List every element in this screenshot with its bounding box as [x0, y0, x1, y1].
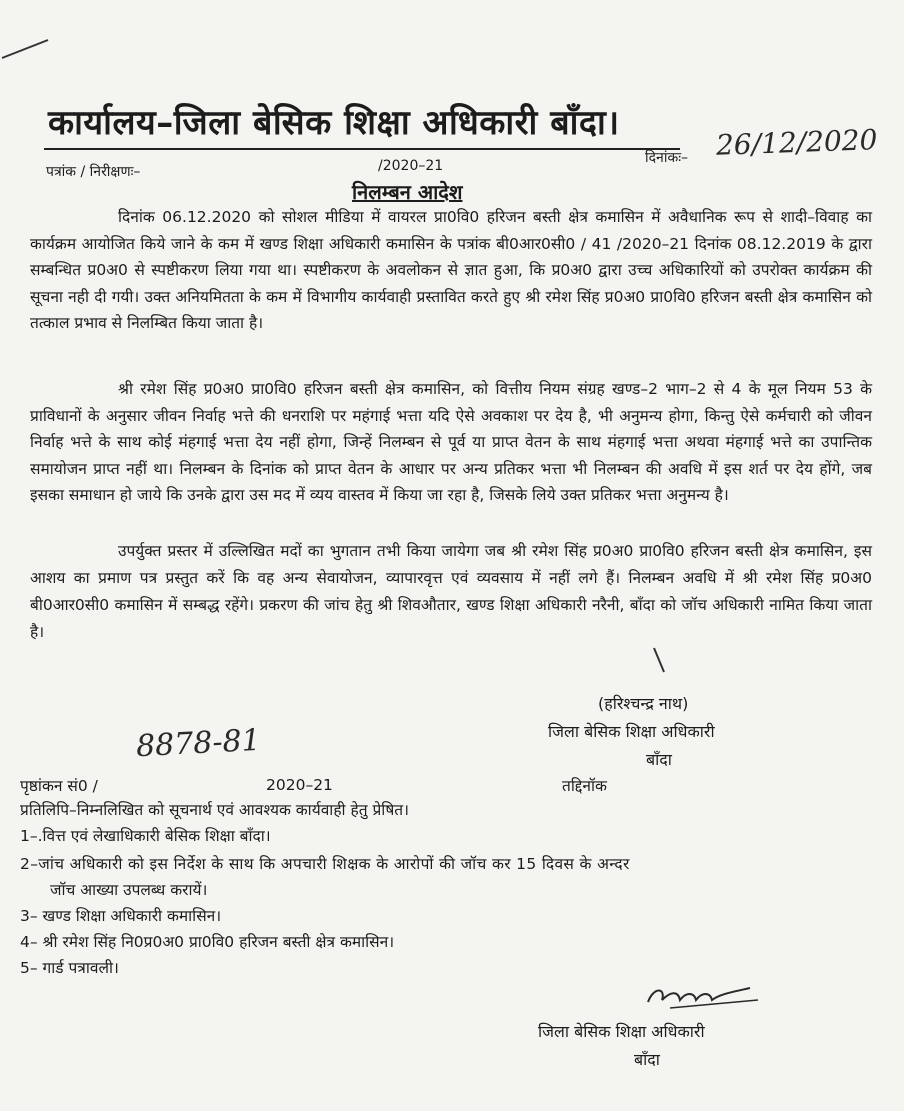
date-label: दिनांकः– — [645, 150, 689, 166]
pen-mark-icon — [0, 30, 60, 70]
body-paragraph-1: दिनांक 06.12.2020 को सोशल मीडिया में वायरल प्रा0वि0 हरिजन बस्ती क्षेत्र कमासिन में अवैधानिक रूप से शादी–विवाह का कार्यक्रम आयोजित किये जाने के कम में खण्ड शिक्षा अधिकारी कमासिन के पत्रांक बी0आर0सी0 / 41 /2020–21 दिनांक 08.12.2019 के द्वारा सम्बन्धित प्र0अ0 से स्पष्टीकरण लिया गया था। स्पष्टीकरण के अवलोकन से ज्ञात हुआ, कि प्र0अ0 द्वारा उच्च अधिकारियों को उपरोक्त कार्यक्रम की सूचना नही दी गयी। उक्त अनियमितता के कम में विभागीय कार्यवाही प्रस्तावित करते हुए श्री रमेश सिंह प्र0अ0 प्रा0वि0 हरिजन बस्ती क्षेत्र कमासिन को तत्काल प्रभाव से निलम्बित किया जाता है। — [30, 208, 872, 332]
recipient-item: जॉच आख्या उपलब्ध करायें। — [50, 881, 208, 899]
signatory-name: (हरिश्चन्द्र नाथ) — [598, 694, 689, 713]
tick-mark-icon — [650, 646, 670, 676]
closing-place: बाँदा — [634, 1050, 660, 1069]
recipient-item: 3– खण्ड शिक्षा अधिकारी कमासिन। — [20, 907, 222, 925]
endorsement-year: 2020–21 — [266, 776, 333, 794]
title-underline — [44, 148, 680, 150]
closing-designation: जिला बेसिक शिक्षा अधिकारी — [538, 1022, 705, 1041]
copy-intro: प्रतिलिपि–निम्नलिखित को सूचनार्थ एवं आवश्यक कार्यवाही हेतु प्रेषित। — [20, 801, 409, 819]
handwritten-dispatch-number: 8878-81 — [135, 722, 262, 765]
recipient-item: 2–जांच अधिकारी को इस निर्देश के साथ कि अपचारी शिक्षक के आरोपों की जॉच कर 15 दिवस के अन्दर — [20, 855, 630, 873]
recipient-item: 5– गार्ड पत्रावली। — [20, 959, 119, 977]
recipient-item: 1–.वित्त एवं लेखाधिकारी बेसिक शिक्षा बाँदा। — [20, 827, 271, 845]
reference-label: पत्रांक / निरीक्षणः– — [46, 164, 141, 180]
body-paragraph-3: उपर्युक्त प्रस्तर में उल्लिखित मदों का भुगतान तभी किया जायेगा जब श्री रमेश सिंह प्र0अ0 प्रा0वि0 हरिजन बस्ती क्षेत्र कमासिन, इस आशय का प्रमाण पत्र प्रस्तुत करें कि वह अन्य सेवायोजन, व्यापारवृत्त एवं व्यवसाय में नहीं लगे हैं। निलम्बन अवधि में श्री रमेश सिंह प्र0अ0 बी0आर0सी0 कमासिन में सम्बद्ध रहेंगे। प्रकरण की जांच हेतु श्री शिवऔतार, खण्ड शिक्षा अधिकारी नरैनी, बाँदा को जॉच अधिकारी नामित किया जाता है। — [30, 542, 872, 641]
endorsement-date-label: तद्दिनॉक — [562, 777, 607, 795]
signature-icon — [640, 980, 770, 1020]
order-title: निलम्बन आदेश — [352, 180, 463, 204]
signatory-place: बाँदा — [646, 750, 672, 769]
recipient-item: 4– श्री रमेश सिंह नि0प्र0अ0 प्रा0वि0 हरिजन बस्ती क्षेत्र कमासिन। — [20, 933, 395, 951]
office-title: कार्यालय–जिला बेसिक शिक्षा अधिकारी बाँदा। — [48, 103, 620, 143]
handwritten-date: 26/12/2020 — [715, 123, 878, 162]
body-paragraph-2: श्री रमेश सिंह प्र0अ0 प्रा0वि0 हरिजन बस्ती क्षेत्र कमासिन, को वित्तीय नियम संग्रह खण्ड–2 भाग–2 से 4 के मूल नियम 53 के प्राविधानों के अनुसार जीवन निर्वाह भत्ते की धनराशि पर महंगाई भत्ता यदि ऐसे अवकाश पर देय है, भी अनुमन्य होगा, किन्तु ऐसे कर्मचारी को जीवन निर्वाह भत्ते के साथ कोई मंहगाई भत्ता देय नहीं होगा, जिन्हें निलम्बन से पूर्व या प्राप्त वेतन के साथ मंहगाई भत्ता अथवा मंहगाई भत्ते का उपान्तिक समायोजन प्राप्त नहीं था। निलम्बन के दिनांक को प्राप्त वेतन के आधार पर अन्य प्रतिकर भत्ता भी निलम्बन की अवधि में इस शर्त पर देय होंगे, जब इसका समाधान हो जाये कि उनके द्वारा उस मद में व्यय वास्तव में किया जा रहा है, जिसके लिये उक्त प्रतिकर भत्ता अनुमन्य है। — [30, 380, 872, 504]
signatory-designation: जिला बेसिक शिक्षा अधिकारी — [548, 722, 715, 741]
reference-number: /2020–21 — [378, 158, 444, 174]
endorsement-label: पृष्ठांकन सं0 / — [20, 777, 98, 795]
